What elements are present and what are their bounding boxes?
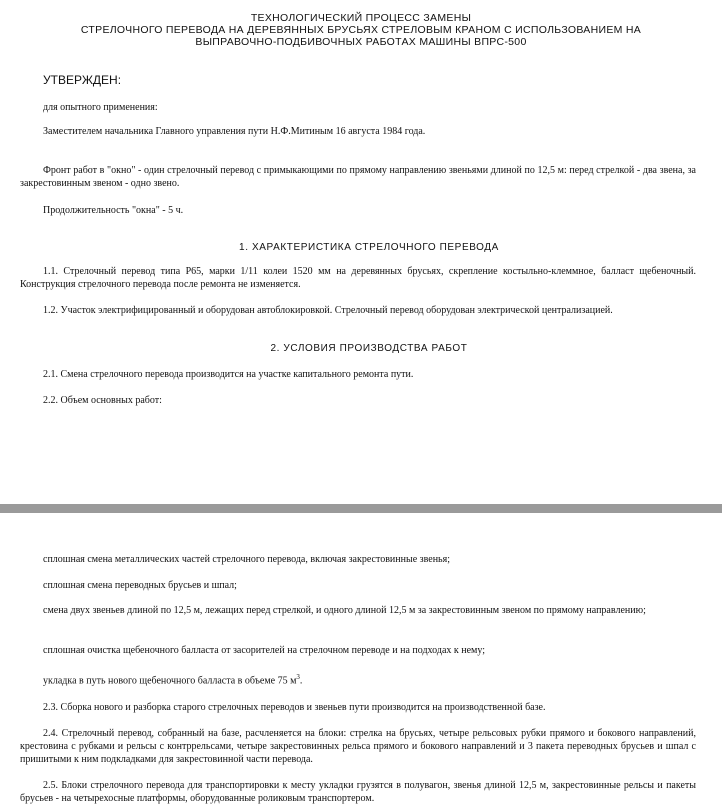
- section-2-heading: 2. УСЛОВИЯ ПРОИЗВОДСТВА РАБОТ: [270, 343, 468, 354]
- paragraph-1-2: 1.2. Участок электрифицированный и оборудован автоблокировкой. Стрелочный перевод оборудован электрической централизацией.: [43, 305, 613, 316]
- work-item-links: смена двух звеньев длиной по 12,5 м, лежащих перед стрелкой, и одного длиной 12,5 м за закрестовинным звеном по прямому направлению;: [43, 605, 646, 616]
- title-line-1: ТЕХНОЛОГИЧЕСКИЙ ПРОЦЕСС ЗАМЕНЫ: [250, 12, 472, 24]
- work-item-metal-parts: сплошная смена металлических частей стрелочного перевода, включая закрестовинные звенья;: [43, 554, 450, 565]
- work-item-new-ballast: [43, 671, 302, 687]
- work-item-sleepers: сплошная смена переводных брусьев и шпал;: [43, 580, 237, 591]
- title-line-2: СТРЕЛОЧНОГО ПЕРЕВОДА НА ДЕРЕВЯННЫХ БРУСЬЯХ СТРЕЛОВЫМ КРАНОМ С ИСПОЛЬЗОВАНИЕМ НА: [80, 24, 642, 36]
- paragraph-1-1: 1.1. Стрелочный перевод типа Р65, марки 1/11 колеи 1520 мм на деревянных брусьях, скрепление костыльно-клеммное, балласт щебеночный. Конструкция стрелочного перевода после ремонта не изменяется.: [20, 266, 696, 290]
- new-ballast-end: .: [299, 675, 303, 687]
- work-front-paragraph: Фронт работ в "окно" - один стрелочный перевод с примыкающими по прямому направлению звеньями длиной по 12,5 м: перед стрелкой - два звена, за закрестовинным звеном - одно звено.: [20, 165, 696, 189]
- paragraph-2-2: 2.2. Объем основных работ:: [43, 395, 162, 406]
- trial-use-text: для опытного применения:: [43, 102, 158, 113]
- page-break-separator: [0, 504, 722, 513]
- section-1-heading: 1. ХАРАКТЕРИСТИКА СТРЕЛОЧНОГО ПЕРЕВОДА: [239, 242, 499, 253]
- approved-label: УТВЕРЖДЕН:: [43, 73, 122, 87]
- work-item-ballast-cleaning: сплошная очистка щебеночного балласта от засорителей на стрелочном переводе и на подходах к нему;: [43, 645, 486, 656]
- paragraph-2-1: 2.1. Смена стрелочного перевода производится на участке капитального ремонта пути.: [43, 369, 414, 380]
- paragraph-2-4: 2.4. Стрелочный перевод, собранный на базе, расчленяется на блоки: стрелка на брусьях, четыре рельсовых рубки прямого и бокового направлений, крестовина с рубками и рельсы с контррельсами, четыре закрестовинных рельса прямого и бокового направлений и 3 пакета переводных брусьев и шпал с пришитыми к ним подкладками для закрестовинной части перевода.: [20, 728, 696, 765]
- paragraph-2-3: 2.3. Сборка нового и разборка старого стрелочных переводов и звеньев пути производится на производственной базе.: [43, 702, 546, 713]
- window-duration: Продолжительность "окна" - 5 ч.: [43, 205, 184, 216]
- title-line-3: ВЫПРАВОЧНО-ПОДБИВОЧНЫХ РАБОТАХ МАШИНЫ ВПРС-500: [195, 36, 527, 48]
- approval-info: Заместителем начальника Главного управления пути Н.Ф.Митиным 16 августа 1984 года.: [43, 126, 426, 137]
- new-ballast-text: укладка в путь нового щебеночного балласта в объеме 75 м: [43, 675, 297, 687]
- paragraph-2-5: 2.5. Блоки стрелочного перевода для транспортировки к месту укладки грузятся в полувагон, звенья длиной 12,5 м, закрестовинные рельсы и пакеты брусьев - на четырехосные платформы, оборудованные роликовым транспортером.: [20, 780, 696, 804]
- cubic-superscript: 3: [296, 673, 300, 681]
